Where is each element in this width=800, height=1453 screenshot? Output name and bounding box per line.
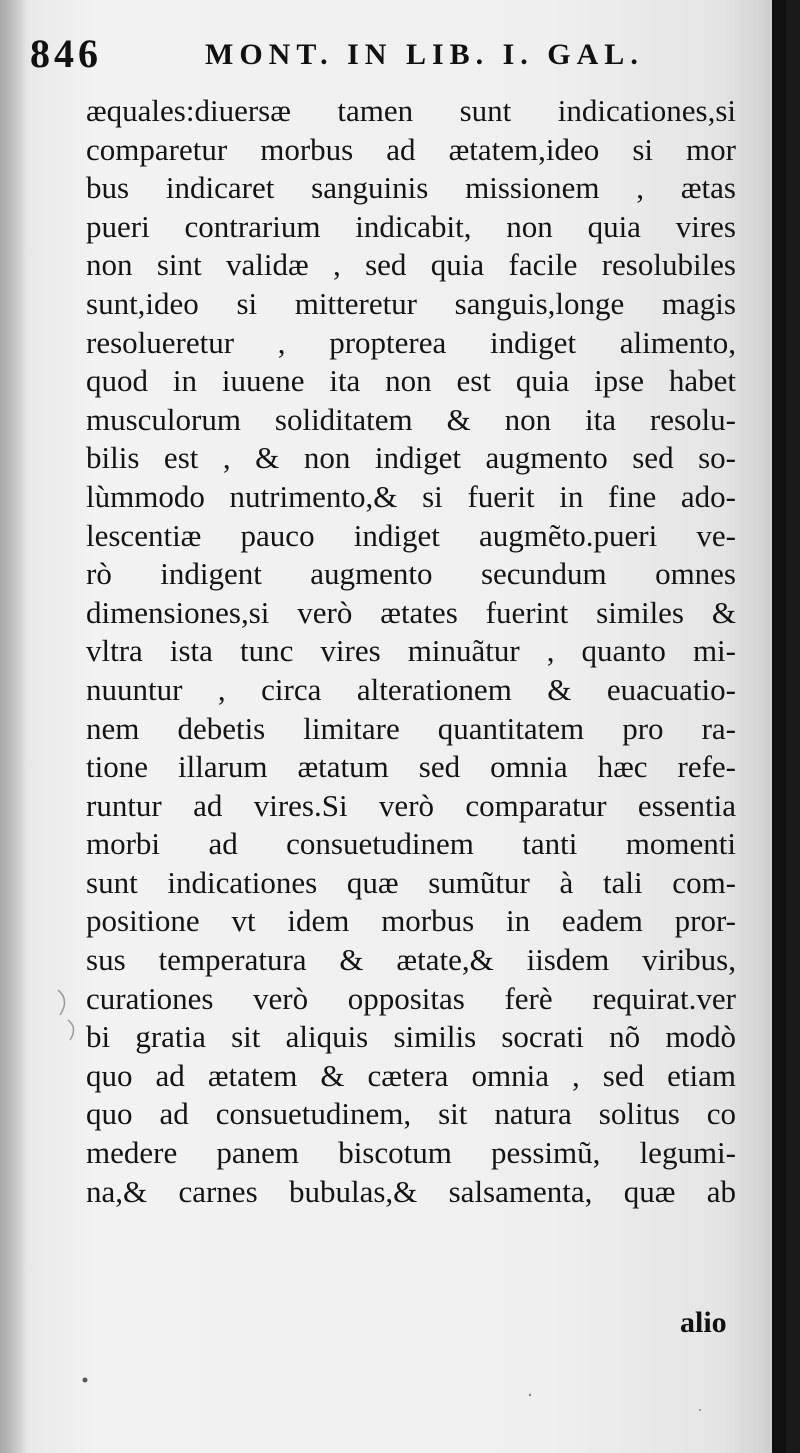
text-line: na,& carnes bubulas,& salsamenta, quæ ab xyxy=(86,1173,736,1209)
text-line: nem debetis limitare quantitatem pro ra- xyxy=(86,710,736,746)
text-line: sus temperatura & ætate,& iisdem viribus, xyxy=(86,942,736,978)
text-line: bus indicaret sanguinis missionem , ætas xyxy=(86,170,736,206)
text-line: positione vt idem morbus in eadem pror- xyxy=(86,903,736,939)
text-line: quo ad ætatem & cætera omnia , sed etiam xyxy=(86,1057,736,1093)
page-number: 846 xyxy=(30,31,102,76)
text-line: sunt indicationes quæ sumũtur à tali com- xyxy=(86,864,736,900)
text-line: lescentiæ pauco indiget augmẽto.pueri ve- xyxy=(86,517,736,553)
text-line: æquales:diuersæ tamen sunt indicationes,si xyxy=(86,93,736,128)
text-line: runtur ad vires.Si verò comparatur essentia xyxy=(86,787,736,823)
text-line: morbi ad consuetudinem tanti momenti xyxy=(86,826,736,862)
text-line: dimensiones,si verò ætates fuerint similes & xyxy=(86,594,736,630)
text-line: comparetur morbus ad ætatem,ideo si mor xyxy=(86,131,736,167)
text-line: quo ad consuetudinem, sit natura solitus co xyxy=(86,1096,736,1132)
text-line: pueri contrarium indicabit, non quia vires xyxy=(86,208,736,244)
text-line: resolueretur , propterea indiget alimento, xyxy=(86,324,736,360)
text-line: rò indigent augmento secundum omnes xyxy=(86,556,736,592)
text-line: vltra ista tunc vires minuãtur , quanto mi- xyxy=(86,633,736,669)
running-head xyxy=(30,30,750,80)
text-line: lùmmodo nutrimento,& si fuerit in fine ado- xyxy=(86,478,736,514)
running-title: MONT. IN LIB. I. GAL. xyxy=(205,38,644,71)
body-text xyxy=(86,92,736,1211)
text-line: bi gratia sit aliquis similis socrati nõ modò xyxy=(86,1019,736,1055)
text-line: nuuntur , circa alterationem & euacuatio- xyxy=(86,671,736,707)
text-line: musculorum soliditatem & non ita resolu- xyxy=(86,401,736,437)
catchword: alio xyxy=(680,1306,727,1339)
gutter-shadow xyxy=(0,0,26,1453)
text-line: non sint validæ , sed quia facile resolubiles xyxy=(86,247,736,283)
text-line: tione illarum ætatum sed omnia hæc refe- xyxy=(86,749,736,785)
text-line: sunt,ideo si mitteretur sanguis,longe magis xyxy=(86,285,736,321)
page-edge-shadow xyxy=(772,0,786,1453)
text-line: curationes verò oppositas ferè requirat.ver xyxy=(86,980,736,1016)
text-line: medere panem biscotum pessimũ, legumi- xyxy=(86,1135,736,1171)
text-line: bilis est , & non indiget augmento sed so- xyxy=(86,440,736,476)
text-line: quod in iuuene ita non est quia ipse habet xyxy=(86,363,736,399)
